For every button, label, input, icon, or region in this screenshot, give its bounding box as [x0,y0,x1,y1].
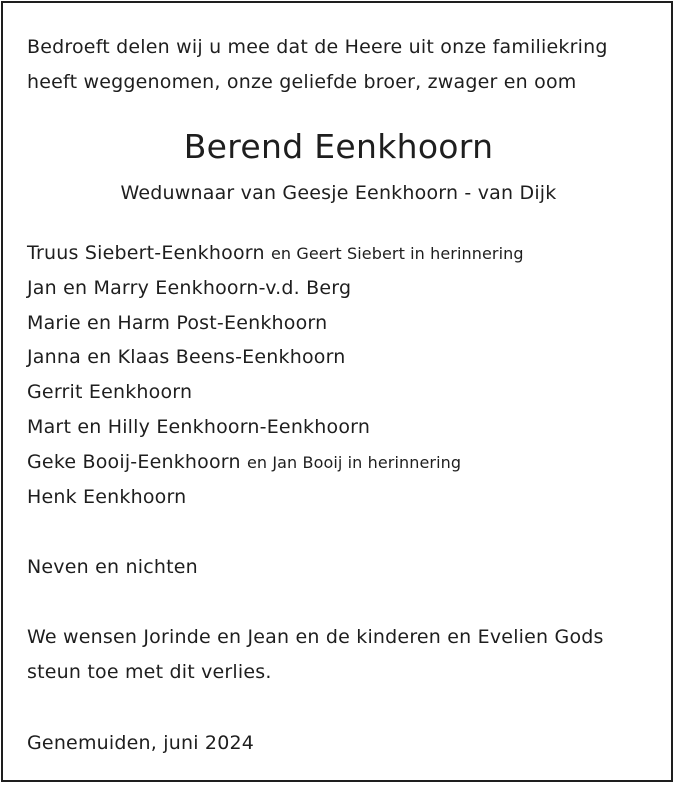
relative-name: Mart en Hilly Eenkhoorn-Eenkhoorn [27,416,371,438]
place-date: Genemuiden, juni 2024 [27,732,255,754]
extended-family: Neven en nichten [27,556,198,578]
relative-name: Marie en Harm Post-Eenkhoorn [27,312,328,334]
deceased-name: Berend Eenkhoorn [183,127,494,166]
relative-name: Janna en Klaas Beens-Eenkhoorn [27,346,346,368]
intro-line-2: heeft weggenomen, onze geliefde broer, zwager en oom [27,71,577,93]
relative-name: Gerrit Eenkhoorn [27,381,193,403]
relative-line [27,241,524,266]
closing-line-2: steun toe met dit verlies. [27,661,272,683]
deceased-subtitle: Weduwnaar van Geesje Eenkhoorn - van Dijk [120,182,557,204]
intro-line-1: Bedroeft delen wij u mee dat de Heere uit onze familiekring [27,36,608,58]
relative-name: Truus Siebert-Eenkhoorn [27,242,265,264]
relative-name: Geke Booij-Eenkhoorn [27,451,241,473]
relative-line [27,485,186,509]
relative-line [27,345,346,369]
relative-note: en Geert Siebert in herinnering [270,244,524,263]
relative-line [27,276,351,300]
relative-name: Henk Eenkhoorn [27,486,187,508]
relative-line [27,380,192,404]
closing-line-1: We wensen Jorinde en Jean en de kinderen en Evelien Gods [27,626,604,648]
relative-line [27,311,327,335]
relative-line [27,450,461,475]
relative-name: Jan en Marry Eenkhoorn-v.d. Berg [27,277,352,299]
relative-note: en Jan Booij in herinnering [246,453,462,472]
relative-line [27,415,370,439]
